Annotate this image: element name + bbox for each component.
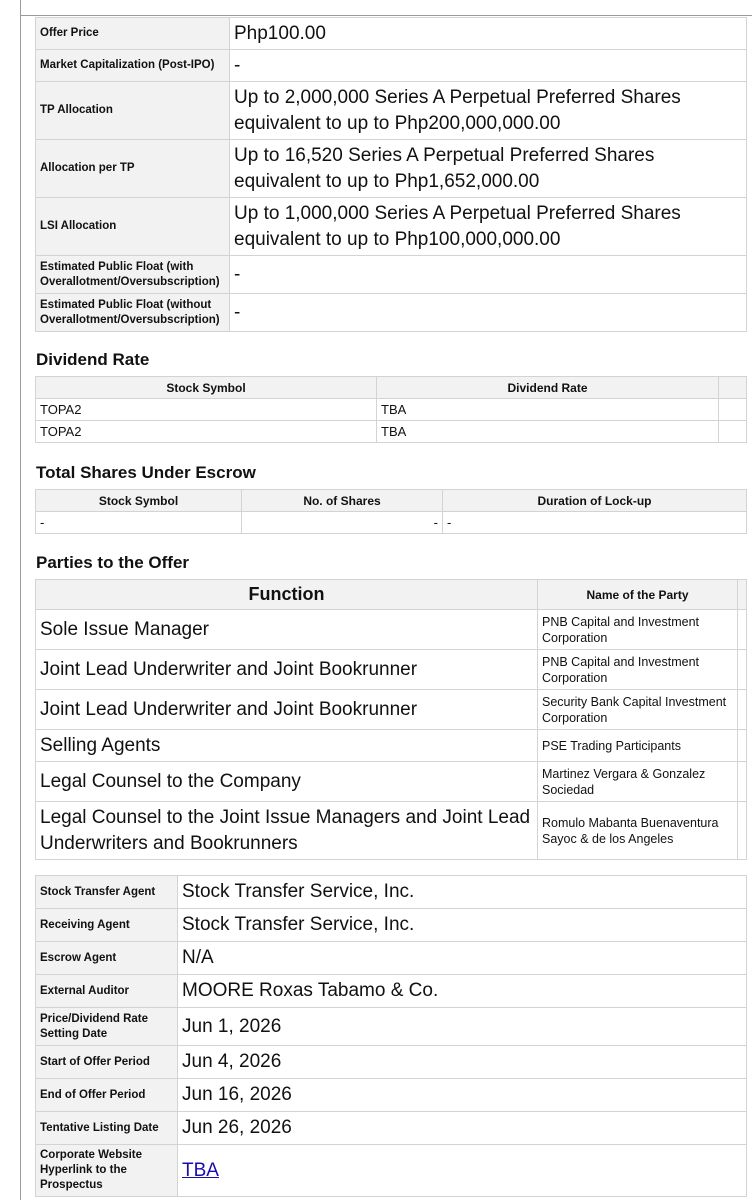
dividend-cell-spacer <box>719 421 747 443</box>
agent-row <box>36 1046 747 1079</box>
party-name: PNB Capital and Investment Corporation <box>538 650 738 690</box>
offer-label: LSI Allocation <box>36 198 230 256</box>
party-name: Romulo Mabanta Buenaventura Sayoc & de los Angeles <box>538 802 738 860</box>
agent-row <box>36 876 747 909</box>
agent-label: Corporate Website Hyperlink to the Prospectus <box>36 1145 178 1197</box>
party-function: Legal Counsel to the Company <box>36 762 538 802</box>
offer-label: Offer Price <box>36 18 230 50</box>
offer-row <box>36 256 747 294</box>
dividend-col-header: Stock Symbol <box>36 377 377 399</box>
agent-row <box>36 1079 747 1112</box>
offer-row <box>36 18 747 50</box>
agent-label: Tentative Listing Date <box>36 1112 178 1145</box>
offer-row <box>36 82 747 140</box>
parties-col-header-function: Function <box>36 580 538 610</box>
party-row <box>36 650 747 690</box>
parties-section-title: Parties to the Offer <box>36 553 190 572</box>
escrow-cell: - <box>443 512 747 534</box>
party-spacer <box>738 610 747 650</box>
dividend-section-title: Dividend Rate <box>36 350 150 369</box>
party-spacer <box>738 762 747 802</box>
party-spacer <box>738 802 747 860</box>
offer-row <box>36 140 747 198</box>
agent-label: Price/Dividend Rate Setting Date <box>36 1008 178 1046</box>
left-border <box>20 0 21 1200</box>
agent-label: Start of Offer Period <box>36 1046 178 1079</box>
party-row <box>36 730 747 762</box>
offer-label: TP Allocation <box>36 82 230 140</box>
party-function: Sole Issue Manager <box>36 610 538 650</box>
escrow-cell: - <box>36 512 242 534</box>
dividend-header-row <box>36 377 747 399</box>
agent-value: Stock Transfer Service, Inc. <box>178 909 747 942</box>
escrow-col-header: No. of Shares <box>242 490 443 512</box>
party-row <box>36 762 747 802</box>
agent-row <box>36 909 747 942</box>
parties-header-row <box>36 580 747 610</box>
party-spacer <box>738 730 747 762</box>
dividend-cell: TOPA2 <box>36 421 377 443</box>
agent-label: External Auditor <box>36 975 178 1008</box>
offer-row <box>36 50 747 82</box>
dividend-cell: TOPA2 <box>36 399 377 421</box>
agents-table <box>35 875 747 1197</box>
offer-label: Allocation per TP <box>36 140 230 198</box>
agent-label: Stock Transfer Agent <box>36 876 178 909</box>
escrow-col-header: Duration of Lock-up <box>443 490 747 512</box>
offer-value: Php100.00 <box>230 18 747 50</box>
party-row <box>36 610 747 650</box>
offer-value: - <box>230 50 747 82</box>
agent-row <box>36 1008 747 1046</box>
agent-row <box>36 975 747 1008</box>
offer-info-table <box>35 17 747 332</box>
party-row <box>36 690 747 730</box>
dividend-row <box>36 399 747 421</box>
escrow-section-title: Total Shares Under Escrow <box>36 463 256 482</box>
party-function: Selling Agents <box>36 730 538 762</box>
offer-label: Market Capitalization (Post-IPO) <box>36 50 230 82</box>
escrow-cell: - <box>242 512 443 534</box>
top-border <box>20 15 752 16</box>
party-name: Martinez Vergara & Gonzalez Sociedad <box>538 762 738 802</box>
dividend-cell: TBA <box>377 421 719 443</box>
agent-value: Jun 4, 2026 <box>178 1046 747 1079</box>
agent-row <box>36 1112 747 1145</box>
offer-value: Up to 2,000,000 Series A Perpetual Preferred Shares equivalent to up to Php200,000,000.00 <box>230 82 747 140</box>
offer-value: - <box>230 294 747 332</box>
agent-value: MOORE Roxas Tabamo & Co. <box>178 975 747 1008</box>
party-name: PSE Trading Participants <box>538 730 738 762</box>
offer-value: Up to 1,000,000 Series A Perpetual Preferred Shares equivalent to up to Php100,000,000.00 <box>230 198 747 256</box>
agent-value: N/A <box>178 942 747 975</box>
offer-value: Up to 16,520 Series A Perpetual Preferred Shares equivalent to up to Php1,652,000.00 <box>230 140 747 198</box>
offer-row <box>36 198 747 256</box>
offer-label: Estimated Public Float (without Overallotment/Oversubscription) <box>36 294 230 332</box>
agent-value <box>178 1145 747 1197</box>
party-row <box>36 802 747 860</box>
escrow-row <box>36 512 747 534</box>
offer-label: Estimated Public Float (with Overallotment/Oversubscription) <box>36 256 230 294</box>
party-function: Legal Counsel to the Joint Issue Managers and Joint Lead Underwriters and Bookrunners <box>36 802 538 860</box>
dividend-cell: TBA <box>377 399 719 421</box>
party-spacer <box>738 650 747 690</box>
agent-value: Jun 1, 2026 <box>178 1008 747 1046</box>
parties-table <box>35 579 747 860</box>
escrow-header-row <box>36 490 747 512</box>
dividend-col-spacer <box>719 377 747 399</box>
agent-row <box>36 1145 747 1197</box>
agent-label: Receiving Agent <box>36 909 178 942</box>
dividend-cell-spacer <box>719 399 747 421</box>
agent-row <box>36 942 747 975</box>
offer-row <box>36 294 747 332</box>
offer-value: - <box>230 256 747 294</box>
prospectus-link[interactable]: TBA <box>182 1159 219 1181</box>
party-name: Security Bank Capital Investment Corporation <box>538 690 738 730</box>
party-function: Joint Lead Underwriter and Joint Bookrunner <box>36 650 538 690</box>
parties-col-spacer <box>738 580 747 610</box>
agent-value: Jun 26, 2026 <box>178 1112 747 1145</box>
dividend-col-header: Dividend Rate <box>377 377 719 399</box>
escrow-table <box>35 489 747 534</box>
dividend-row <box>36 421 747 443</box>
agent-label: Escrow Agent <box>36 942 178 975</box>
party-name: PNB Capital and Investment Corporation <box>538 610 738 650</box>
parties-col-header-name: Name of the Party <box>538 580 738 610</box>
escrow-col-header: Stock Symbol <box>36 490 242 512</box>
agent-label: End of Offer Period <box>36 1079 178 1112</box>
party-spacer <box>738 690 747 730</box>
agent-value: Jun 16, 2026 <box>178 1079 747 1112</box>
dividend-table <box>35 376 747 443</box>
party-function: Joint Lead Underwriter and Joint Bookrunner <box>36 690 538 730</box>
agent-value: Stock Transfer Service, Inc. <box>178 876 747 909</box>
